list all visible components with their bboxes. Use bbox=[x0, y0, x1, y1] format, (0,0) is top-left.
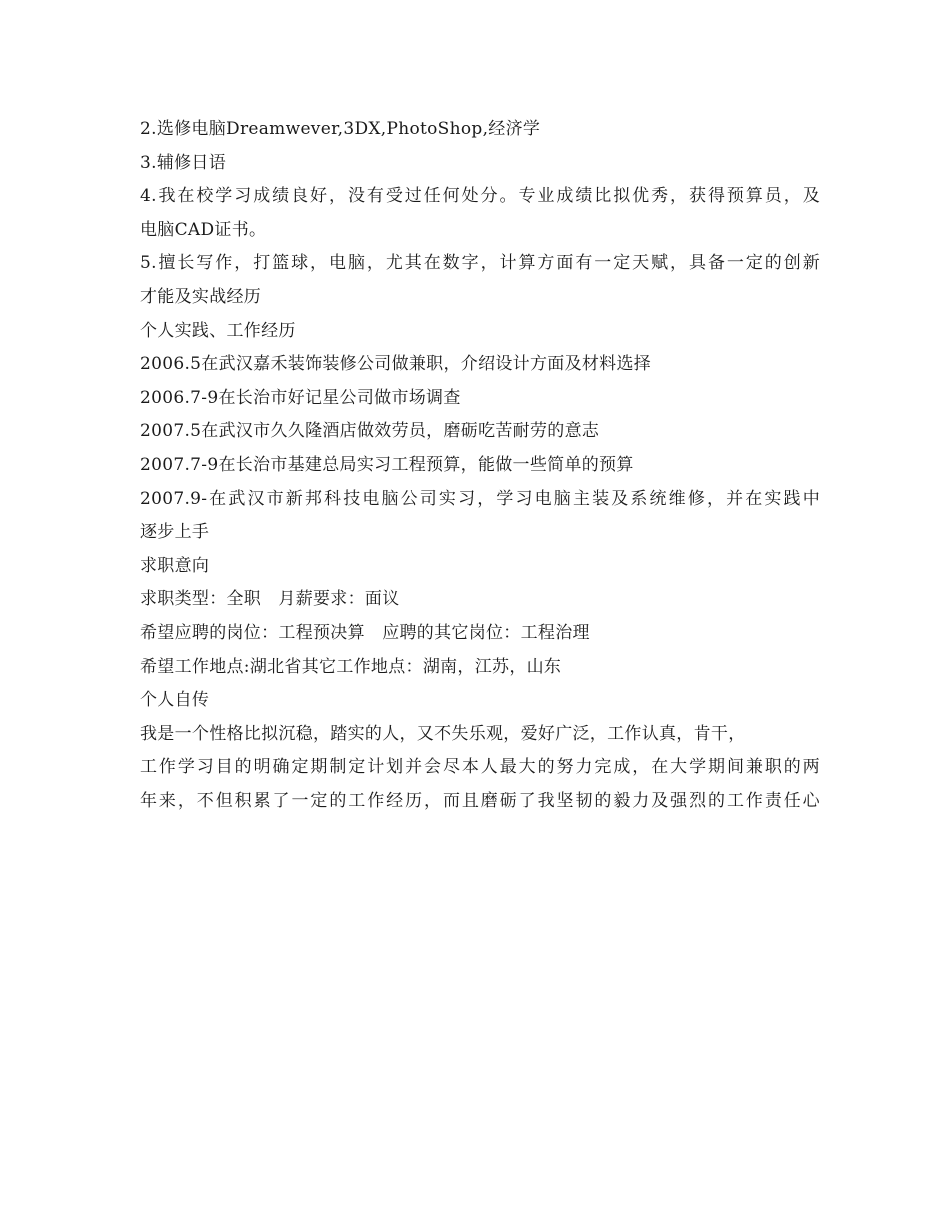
text-line: 5.擅长写作，打篮球，电脑，尤其在数字，计算方面有一定天赋，具备一定的创新 bbox=[140, 253, 820, 274]
text-line: 我是一个性格比拟沉稳，踏实的人，又不失乐观，爱好广泛，工作认真，肯干， bbox=[140, 723, 746, 744]
text-line: 工作学习目的明确定期制定计划并会尽本人最大的努力完成，在大学期间兼职的两 bbox=[140, 757, 820, 778]
section-heading-practice: 个人实践、工作经历 bbox=[140, 320, 296, 341]
text-line: 3.辅修日语 bbox=[140, 152, 227, 173]
resume-text-body bbox=[140, 113, 820, 818]
section-heading-job-intention: 求职意向 bbox=[140, 555, 210, 576]
text-line: 2007.9-在武汉市新邦科技电脑公司实习，学习电脑主装及系统维修，并在实践中 bbox=[140, 488, 820, 509]
text-line: 年来，不但积累了一定的工作经历，而且磨砺了我坚韧的毅力及强烈的工作责任心 bbox=[140, 790, 820, 811]
text-line: 2.选修电脑Dreamwever,3DX,PhotoShop,经济学 bbox=[140, 119, 541, 139]
text-line: 希望应聘的岗位：工程预决算 应聘的其它岗位：工程治理 bbox=[140, 622, 590, 643]
text-line: 2007.5在武汉市久久隆酒店做效劳员，磨砺吃苦耐劳的意志 bbox=[140, 421, 600, 442]
text-line: 希望工作地点:湖北省其它工作地点：湖南，江苏，山东 bbox=[140, 656, 562, 677]
text-line: 求职类型：全职 月薪要求：面议 bbox=[140, 589, 400, 610]
text-line: 2006.5在武汉嘉禾装饰装修公司做兼职，介绍设计方面及材料选择 bbox=[140, 354, 652, 375]
text-line: 才能及实战经历 bbox=[140, 286, 262, 307]
section-heading-autobiography: 个人自传 bbox=[140, 690, 210, 711]
text-line: 4.我在校学习成绩良好，没有受过任何处分。专业成绩比拟优秀，获得预算员，及 bbox=[140, 186, 820, 207]
text-line: 2007.7-9在长治市基建总局实习工程预算，能做一些简单的预算 bbox=[140, 454, 634, 475]
text-line: 逐步上手 bbox=[140, 522, 210, 543]
text-line: 2006.7-9在长治市好记星公司做市场调查 bbox=[140, 387, 461, 408]
text-line: 电脑CAD证书。 bbox=[140, 219, 267, 240]
